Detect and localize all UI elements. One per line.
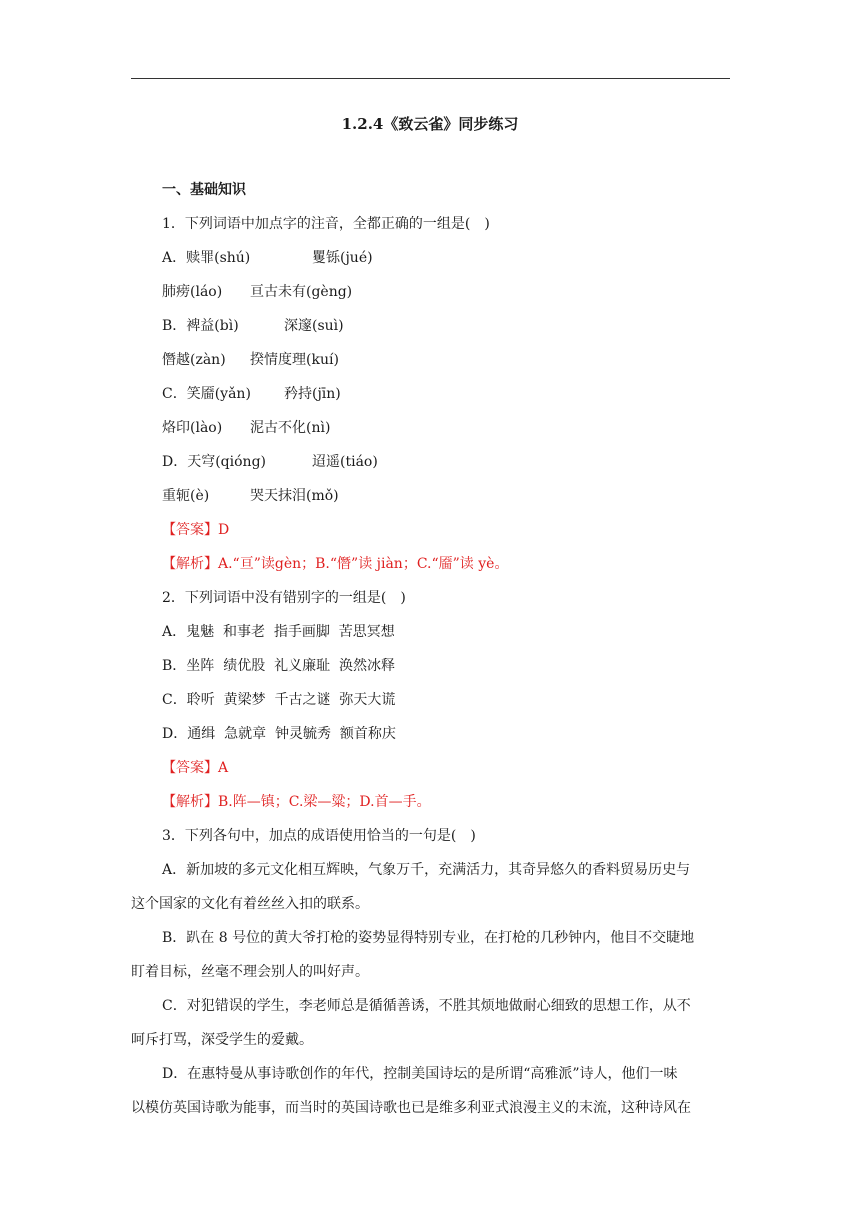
q1-option-right: 哭天抹泪(mǒ) (250, 488, 339, 504)
section-heading: 一、基础知识 (162, 182, 246, 198)
q1-option-row (162, 316, 344, 336)
q1-option-row (162, 418, 330, 438)
question-3-stem: 3．下列各句中，加点的成语使用恰当的一句是( ) (162, 828, 476, 844)
q2-option: B．坐阵 绩优股 礼义廉耻 涣然冰释 (162, 658, 395, 674)
q1-option-right: 深邃(suì) (284, 318, 344, 334)
q1-option-right: 矍铄(jué) (312, 250, 373, 266)
q3-paragraph-line: 呵斥打骂，深受学生的爱戴。 (131, 1032, 313, 1048)
q3-paragraph-line: 以模仿英国诗歌为能事，而当时的英国诗歌也已是维多利亚式浪漫主义的末流，这种诗风在 (131, 1100, 691, 1116)
header-rule (131, 78, 730, 79)
q3-paragraph-line: C．对犯错误的学生，李老师总是循循善诱，不胜其烦地做耐心细致的思想工作，从不 (162, 998, 691, 1014)
page-title: 1.2.4《致云雀》同步练习 (341, 115, 519, 133)
q1-option-row (162, 248, 373, 268)
q3-paragraph-line: D．在惠特曼从事诗歌创作的年代，控制美国诗坛的是所谓“高雅派”诗人，他们一味 (162, 1066, 678, 1082)
question-2-stem: 2．下列词语中没有错别字的一组是( ) (162, 590, 406, 606)
question-1-stem: 1．下列词语中加点字的注音，全都正确的一组是( ) (162, 216, 490, 232)
q3-paragraph-line: 这个国家的文化有着丝丝入扣的联系。 (131, 896, 369, 912)
q1-option-row (162, 282, 352, 302)
q1-option-left: C．笑靥(yǎn) (162, 386, 251, 402)
q3-paragraph-line: B．趴在 8 号位的黄大爷打枪的姿势显得特别专业，在打枪的几秒钟内，他目不交睫地 (162, 930, 695, 946)
q2-answer: 【答案】A (162, 760, 229, 776)
q1-option-row (162, 486, 339, 506)
q1-option-right: 泥古不化(nì) (250, 420, 331, 436)
q2-option: A．鬼魅 和事老 指手画脚 苦思冥想 (162, 624, 395, 640)
q1-answer: 【答案】D (162, 522, 230, 538)
q1-option-row (162, 350, 339, 370)
q1-option-left: D．天穹(qióng) (162, 454, 266, 470)
q2-option: D．通缉 急就章 钟灵毓秀 额首称庆 (162, 726, 396, 742)
q1-option-right: 亘古未有(gèng) (250, 284, 353, 300)
q1-option-left: B．裨益(bì) (162, 318, 239, 334)
q1-analysis: 【解析】A.“亘”读gèn；B.“僭”读 jiàn；C.“靥”读 yè。 (162, 556, 509, 572)
q2-analysis: 【解析】B.阵—镇；C.梁—粱；D.首—手。 (162, 794, 431, 810)
q3-paragraph-line: 盯着目标，丝毫不理会别人的叫好声。 (131, 964, 369, 980)
q1-option-left: 僭越(zàn) (162, 352, 226, 368)
q3-paragraph-line: A．新加坡的多元文化相互辉映，气象万千，充满活力，其奇异悠久的香料贸易历史与 (162, 862, 691, 878)
q1-option-right: 矜持(jīn) (284, 386, 341, 402)
q1-option-right: 迢遥(tiáo) (312, 454, 378, 470)
q1-option-right: 揆情度理(kuí) (250, 352, 339, 368)
q1-option-left: 肺痨(láo) (162, 284, 223, 300)
q1-option-left: 烙印(lào) (162, 420, 223, 436)
q1-option-row (162, 384, 341, 404)
q2-option: C．聆听 黄梁梦 千古之谜 弥天大谎 (162, 692, 396, 708)
q1-option-left: A．赎罪(shú) (162, 250, 251, 266)
q1-option-row (162, 452, 378, 472)
q1-option-left: 重轭(è) (162, 488, 210, 504)
